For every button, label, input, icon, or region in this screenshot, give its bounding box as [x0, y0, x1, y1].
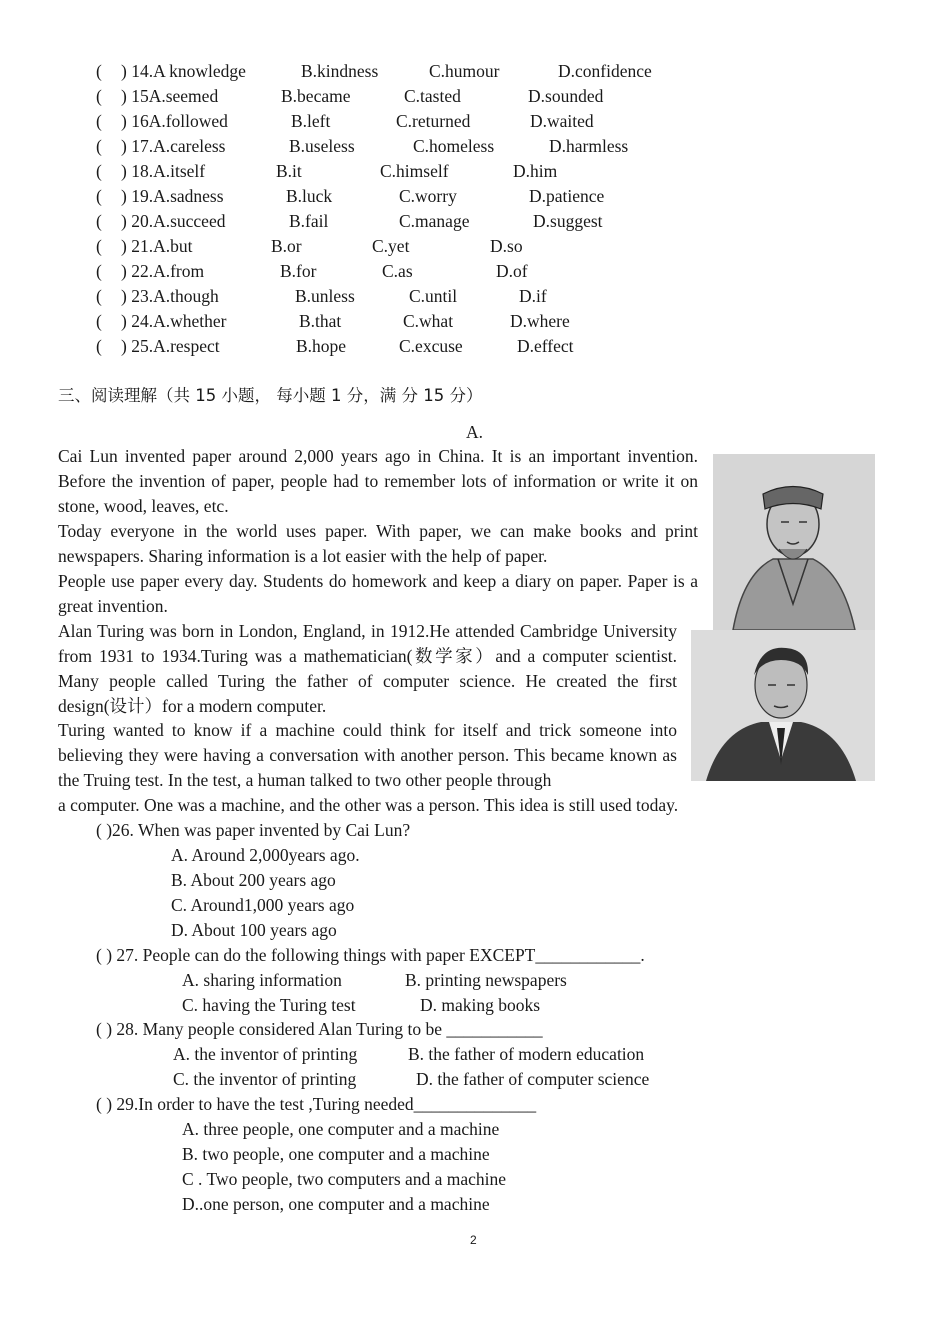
cloze-option-b: B.that: [299, 311, 342, 331]
cloze-blank-paren: (: [96, 111, 102, 131]
cloze-option-b: B.fail: [289, 211, 329, 231]
cloze-blank-paren: (: [96, 236, 102, 256]
cloze-option-c: C.yet: [372, 236, 410, 256]
page-number: 2: [470, 1233, 477, 1247]
cloze-blank-paren: (: [96, 86, 102, 106]
cloze-blank-paren: (: [96, 61, 102, 81]
cloze-option-c: C.as: [382, 261, 413, 281]
passage-paragraph-3: People use paper every day. Students do homework and keep a diary on paper. Paper is a great invention.: [58, 571, 698, 616]
cloze-option-b: B.hope: [296, 336, 347, 356]
cloze-option-d: D.so: [490, 236, 523, 256]
cloze-blank-paren: (: [96, 336, 102, 356]
cloze-option-a: ) 22.A.from: [121, 261, 205, 281]
question-28-option-d: D. the father of computer science: [416, 1069, 650, 1089]
question-26-option-c: C. Around1,000 years ago: [171, 895, 355, 915]
question-27-option-b: B. printing newspapers: [405, 970, 567, 990]
cloze-option-d: D.suggest: [533, 211, 603, 231]
cloze-option-c: C.worry: [399, 186, 457, 206]
question-27-option-c: C. having the Turing test: [182, 995, 356, 1015]
cloze-option-d: D.harmless: [549, 136, 629, 156]
cloze-option-d: D.effect: [517, 336, 574, 356]
question-28-option-c: C. the inventor of printing: [173, 1069, 357, 1089]
cloze-option-b: B.became: [281, 86, 351, 106]
cloze-option-d: D.of: [496, 261, 528, 281]
cloze-blank-paren: (: [96, 186, 102, 206]
passage-paragraph-1: Cai Lun invented paper around 2,000 years ago in China. It is an important invention. Before the invention of paper, people had to remember lots of information or write it on stone, wood, leaves, etc.: [58, 446, 698, 516]
question-28-stem: ( ) 28. Many people considered Alan Turing to be ___________: [96, 1019, 543, 1039]
cloze-option-c: C.until: [409, 286, 458, 306]
cloze-option-d: D.him: [513, 161, 558, 181]
cloze-option-c: C.homeless: [413, 136, 495, 156]
cloze-option-b: B.luck: [286, 186, 333, 206]
cloze-option-b: B.unless: [295, 286, 355, 306]
cloze-option-d: D.patience: [529, 186, 605, 206]
cloze-option-c: C.himself: [380, 161, 449, 181]
cloze-option-b: B.left: [291, 111, 331, 131]
question-26-option-a: A. Around 2,000years ago.: [171, 845, 360, 865]
cloze-option-a: ) 15A.seemed: [121, 86, 219, 106]
question-29-option-a: A. three people, one computer and a machine: [182, 1119, 500, 1139]
cloze-option-c: C.returned: [396, 111, 471, 131]
cloze-option-b: B.it: [276, 161, 302, 181]
passage-paragraph-4: Alan Turing was born in London, England, in 1912.He attended Cambridge University from 1931 to 1934.Turing was a mathematician(数学家）and a computer scientist. Many people called Turing the father of computer science. He created the first design(设计）for a modern computer.: [58, 621, 677, 716]
cloze-option-c: C.manage: [399, 211, 470, 231]
cloze-option-a: ) 14.A knowledge: [121, 61, 246, 81]
cai-lun-portrait: [713, 454, 875, 630]
question-29-option-d: D..one person, one computer and a machine: [182, 1194, 490, 1214]
cloze-option-b: B.or: [271, 236, 302, 256]
cloze-option-a: ) 25.A.respect: [121, 336, 220, 356]
question-26-stem: ( )26. When was paper invented by Cai Lun?: [96, 820, 411, 840]
question-27-option-d: D. making books: [420, 995, 541, 1015]
cloze-option-a: ) 24.A.whether: [121, 311, 227, 331]
question-26-option-d: D. About 100 years ago: [171, 920, 337, 940]
cloze-option-c: C.tasted: [404, 86, 461, 106]
cloze-blank-paren: (: [96, 286, 102, 306]
cloze-option-a: ) 20.A.succeed: [121, 211, 226, 231]
cloze-option-a: ) 17.A.careless: [121, 136, 226, 156]
question-26-option-b: B. About 200 years ago: [171, 870, 336, 890]
cloze-option-a: ) 19.A.sadness: [121, 186, 224, 206]
cloze-option-a: ) 18.A.itself: [121, 161, 206, 181]
cloze-option-d: D.if: [519, 286, 547, 306]
cloze-blank-paren: (: [96, 161, 102, 181]
cloze-option-b: B.for: [280, 261, 317, 281]
alan-turing-portrait: [691, 630, 875, 781]
section-heading: 三、阅读理解（共 15 小题， 每小题 1 分，满 分 15 分）: [58, 386, 483, 405]
passage-paragraph-2: Today everyone in the world uses paper. With paper, we can make books and print newspapers. Sharing information is a lot easier with the help of paper.: [58, 521, 698, 566]
question-28-option-a: A. the inventor of printing: [173, 1044, 358, 1064]
cloze-option-a: ) 16A.followed: [121, 111, 228, 131]
passage-paragraph-5: Turing wanted to know if a machine could think for itself and trick someone into believing they were having a conversation with another person. This became known as the Truing test. In the test, a human talked to two other people through: [58, 720, 677, 790]
cloze-blank-paren: (: [96, 136, 102, 156]
question-29-option-b: B. two people, one computer and a machine: [182, 1144, 490, 1164]
cloze-blank-paren: (: [96, 311, 102, 331]
cloze-option-c: C.what: [403, 311, 454, 331]
cloze-option-d: D.where: [510, 311, 570, 331]
cloze-option-a: ) 21.A.but: [121, 236, 193, 256]
passage-label: A.: [466, 422, 484, 442]
question-29-stem: ( ) 29.In order to have the test ,Turing needed______________: [96, 1094, 537, 1114]
cloze-option-b: B.useless: [289, 136, 355, 156]
passage-paragraph-5-end: a computer. One was a machine, and the other was a person. This idea is still used today.: [58, 795, 679, 815]
cloze-option-b: B.kindness: [301, 61, 379, 81]
cloze-blank-paren: (: [96, 211, 102, 231]
cloze-blank-paren: (: [96, 261, 102, 281]
cloze-option-a: ) 23.A.though: [121, 286, 219, 306]
question-28-option-b: B. the father of modern education: [408, 1044, 645, 1064]
question-29-option-c: C . Two people, two computers and a machine: [182, 1169, 507, 1189]
cloze-option-d: D.confidence: [558, 61, 652, 81]
cloze-option-d: D.waited: [530, 111, 594, 131]
cloze-option-c: C.excuse: [399, 336, 463, 356]
cloze-option-d: D.sounded: [528, 86, 604, 106]
question-27-option-a: A. sharing information: [182, 970, 342, 990]
question-27-stem: ( ) 27. People can do the following things with paper EXCEPT____________.: [96, 945, 645, 965]
cloze-option-c: C.humour: [429, 61, 500, 81]
